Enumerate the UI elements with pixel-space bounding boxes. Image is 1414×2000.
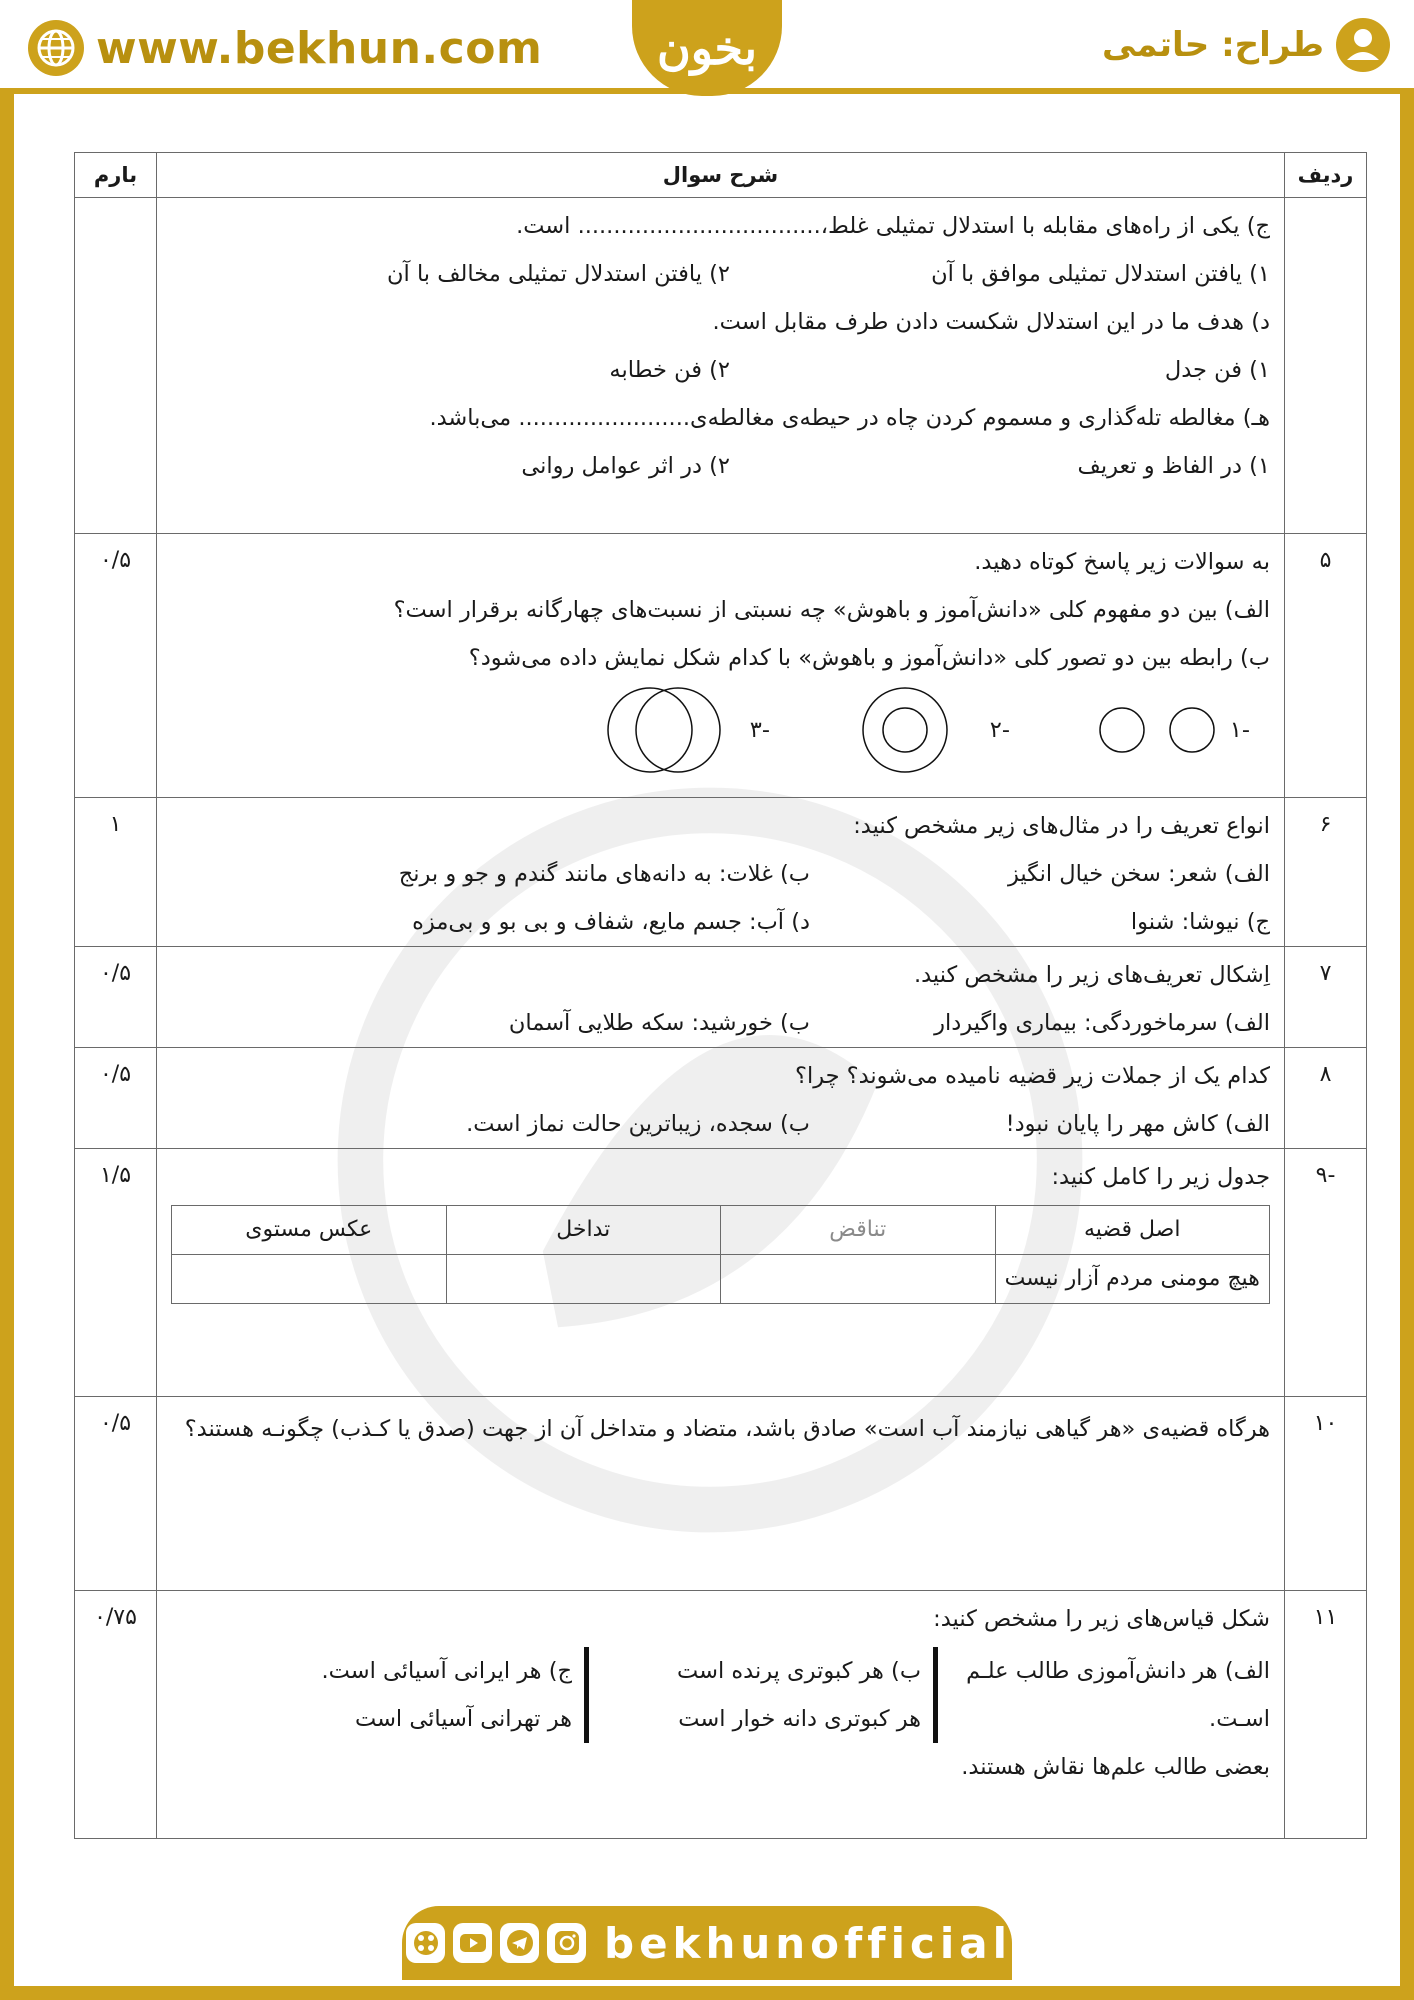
- score-cell: [75, 198, 157, 534]
- q7-a: الف) سرماخوردگی: بیماری واگیردار: [934, 1010, 1270, 1036]
- row-number: ۱۱: [1285, 1591, 1367, 1839]
- q9-col-3: عکس مستوی: [172, 1206, 447, 1255]
- score-cell: ۰/۵: [75, 947, 157, 1048]
- q6-line1: [171, 850, 1270, 898]
- score-cell: ۰/۵: [75, 534, 157, 798]
- q11-intro: شکل قیاس‌های زیر را مشخص کنید:: [933, 1606, 1270, 1632]
- q6-d: د) آب: جسم مایع، شفاف و بی بو و بی‌مزه: [412, 909, 810, 935]
- q10-text: هرگاه قضیه‌ی «هر گیاهی نیازمند آب است» صادق باشد، متضاد و متداخل آن از جهت (صدق یا کـذب) چگونـه هستند؟: [184, 1416, 1270, 1442]
- q6-a: الف) شعر: سخن خیال انگیز: [1007, 861, 1270, 887]
- figure-2: [770, 685, 1010, 775]
- q9-intro: جدول زیر را کامل کنید:: [1051, 1164, 1270, 1190]
- table-row: [75, 1048, 1367, 1149]
- row-number: ۶: [1285, 798, 1367, 947]
- figure-1: [1050, 702, 1250, 758]
- q9-col-0: اصل قضیه: [995, 1206, 1270, 1255]
- question-cell: [157, 1149, 1285, 1397]
- q6-intro: انواع تعریف را در مثال‌های زیر مشخص کنید:: [853, 813, 1270, 839]
- q5-b: ب) رابطه بین دو تصور کلی «دانش‌آموز و باهوش» با کدام شکل نمایش داده می‌شود؟: [468, 645, 1270, 671]
- question-cell: [157, 198, 1285, 534]
- disjoint-circles-icon: [1092, 702, 1222, 758]
- q4-j-opt1: ۱) یافتن استدلال تمثیلی موافق با آن: [931, 261, 1270, 287]
- instagram-icon[interactable]: [547, 1923, 586, 1963]
- q6-b: ب) غلات: به دانه‌های مانند گندم و جو و برنج: [398, 861, 810, 887]
- table-row: [75, 1591, 1367, 1839]
- row-number: ۷: [1285, 947, 1367, 1048]
- syllogism-a-1: الف) هر دانش‌آموزی طالب علـم اسـت.: [966, 1658, 1270, 1732]
- row-number: ۱۰: [1285, 1397, 1367, 1591]
- table-row: [75, 1397, 1367, 1591]
- q9-cell-0: هیچ مومنی مردم آزار نیست: [995, 1255, 1270, 1304]
- brand-logo: [632, 0, 782, 96]
- q9-col-1: تناقض: [721, 1206, 996, 1255]
- q4-d-opt2: ۲) فن خطابه: [609, 357, 730, 383]
- figure-3: [600, 685, 770, 775]
- question-cell: [157, 1048, 1285, 1149]
- q4-j-opt2: ۲) یافتن استدلال تمثیلی مخالف با آن: [387, 261, 730, 287]
- question-cell: [157, 534, 1285, 798]
- question-cell: [157, 1591, 1285, 1839]
- user-icon: [1334, 16, 1392, 74]
- table-row: [75, 534, 1367, 798]
- score-cell: ۰/۵: [75, 1397, 157, 1591]
- q8-b: ب) سجده، زیباترین حالت نماز است.: [466, 1111, 810, 1137]
- q11-syllogisms: [171, 1647, 1270, 1791]
- q9-cell-3[interactable]: [172, 1255, 447, 1304]
- q6-line2: [171, 898, 1270, 946]
- syllogism-c: [252, 1647, 572, 1791]
- q9-header-row: [172, 1206, 1270, 1255]
- q4-j-options: [171, 250, 1270, 298]
- question-cell: [157, 947, 1285, 1048]
- q5-figures: [171, 682, 1270, 778]
- site-link[interactable]: [26, 18, 542, 78]
- syllogism-b-1: ب) هر کبوتری پرنده است: [677, 1658, 921, 1684]
- q4-h-opt2: ۲) در اثر عوامل روانی: [521, 453, 730, 479]
- q7-b: ب) خورشید: سکه طلایی آسمان: [508, 1010, 810, 1036]
- brand-logo-text: بخون: [656, 21, 758, 75]
- syllogism-a: [950, 1647, 1270, 1791]
- q8-line1: [171, 1100, 1270, 1148]
- divider: [933, 1647, 938, 1743]
- author-name: طراح: حاتمی: [1102, 25, 1324, 65]
- youtube-icon[interactable]: [453, 1923, 492, 1963]
- q8-intro: کدام یک از جملات زیر قضیه نامیده می‌شوند؟ چرا؟: [795, 1063, 1270, 1089]
- exam-table: [74, 152, 1367, 1839]
- q4-h-opt1: ۱) در الفاظ و تعریف: [1077, 453, 1270, 479]
- q7-intro: اِشکال تعریف‌های زیر را مشخص کنید.: [913, 962, 1270, 988]
- figure-1-label: -۱: [1229, 717, 1250, 743]
- question-cell: [157, 1397, 1285, 1591]
- syllogism-c-2: هر تهرانی آسیائی است: [354, 1706, 572, 1732]
- author-label: [1102, 16, 1392, 74]
- globe-icon: [26, 18, 86, 78]
- score-cell: ۱/۵: [75, 1149, 157, 1397]
- q4-d: د) هدف ما در این استدلال شکست دادن طرف مقابل است.: [712, 309, 1270, 335]
- header-bar: [0, 0, 1414, 94]
- q9-table: [171, 1205, 1270, 1304]
- score-cell: ۱: [75, 798, 157, 947]
- q8-a: الف) کاش مهر را پایان نبود!: [1005, 1111, 1270, 1137]
- q4-h: هـ) مغالطه تله‌گذاری و مسموم کردن چاه در حیطه‌ی مغالطه‌ی........................ می‌باشد.: [429, 405, 1270, 431]
- table-row: [75, 798, 1367, 947]
- syllogism-c-1: ج) هر ایرانی آسیائی است.: [321, 1658, 572, 1684]
- q4-d-options: [171, 346, 1270, 394]
- nested-circles-icon: [850, 685, 960, 775]
- row-number: -۹: [1285, 1149, 1367, 1397]
- header-row-number: ردیف: [1285, 153, 1367, 198]
- score-cell: ۰/۵: [75, 1048, 157, 1149]
- social-handle[interactable]: bekhunofficial: [604, 1918, 1013, 1968]
- q9-data-row: [172, 1255, 1270, 1304]
- table-row: [75, 947, 1367, 1048]
- table-header-row: [75, 153, 1367, 198]
- q5-intro: به سوالات زیر پاسخ کوتاه دهید.: [974, 549, 1270, 575]
- site-url[interactable]: www.bekhun.com: [96, 22, 543, 74]
- overlapping-circles-icon: [600, 685, 730, 775]
- figure-3-label: -۳: [749, 717, 770, 743]
- row-number: [1285, 198, 1367, 534]
- social-footer: [402, 1906, 1012, 1980]
- header-question: شرح سوال: [157, 153, 1285, 198]
- aparat-icon[interactable]: [406, 1923, 445, 1963]
- q9-cell-2[interactable]: [446, 1255, 721, 1304]
- q6-c: ج) نیوشا: شنوا: [1130, 909, 1270, 935]
- q4-h-options: [171, 442, 1270, 490]
- row-number: ۵: [1285, 534, 1367, 798]
- syllogism-b: [601, 1647, 921, 1791]
- score-cell: ۰/۷۵: [75, 1591, 157, 1839]
- question-cell: [157, 798, 1285, 947]
- q4-j: ج) یکی از راه‌های مقابله با استدلال تمثیلی غلط،.................................. است.: [516, 213, 1270, 239]
- syllogism-a-2: بعضی طالب علم‌ها نقاش هستند.: [961, 1754, 1270, 1780]
- header-score: بارم: [75, 153, 157, 198]
- table-row: [75, 1149, 1367, 1397]
- q4-d-opt1: ۱) فن جدل: [1164, 357, 1270, 383]
- figure-2-label: -۲: [989, 717, 1010, 743]
- row-number: ۸: [1285, 1048, 1367, 1149]
- q5-a: الف) بین دو مفهوم کلی «دانش‌آموز و باهوش» چه نسبتی از نسبت‌های چهارگانه برقرار است؟: [393, 597, 1270, 623]
- syllogism-b-2: هر کبوتری دانه خوار است: [678, 1706, 921, 1732]
- table-row: [75, 198, 1367, 534]
- q9-col-2: تداخل: [446, 1206, 721, 1255]
- q7-line1: [171, 999, 1270, 1047]
- divider: [584, 1647, 589, 1743]
- telegram-icon[interactable]: [500, 1923, 539, 1963]
- q9-cell-1[interactable]: [721, 1255, 996, 1304]
